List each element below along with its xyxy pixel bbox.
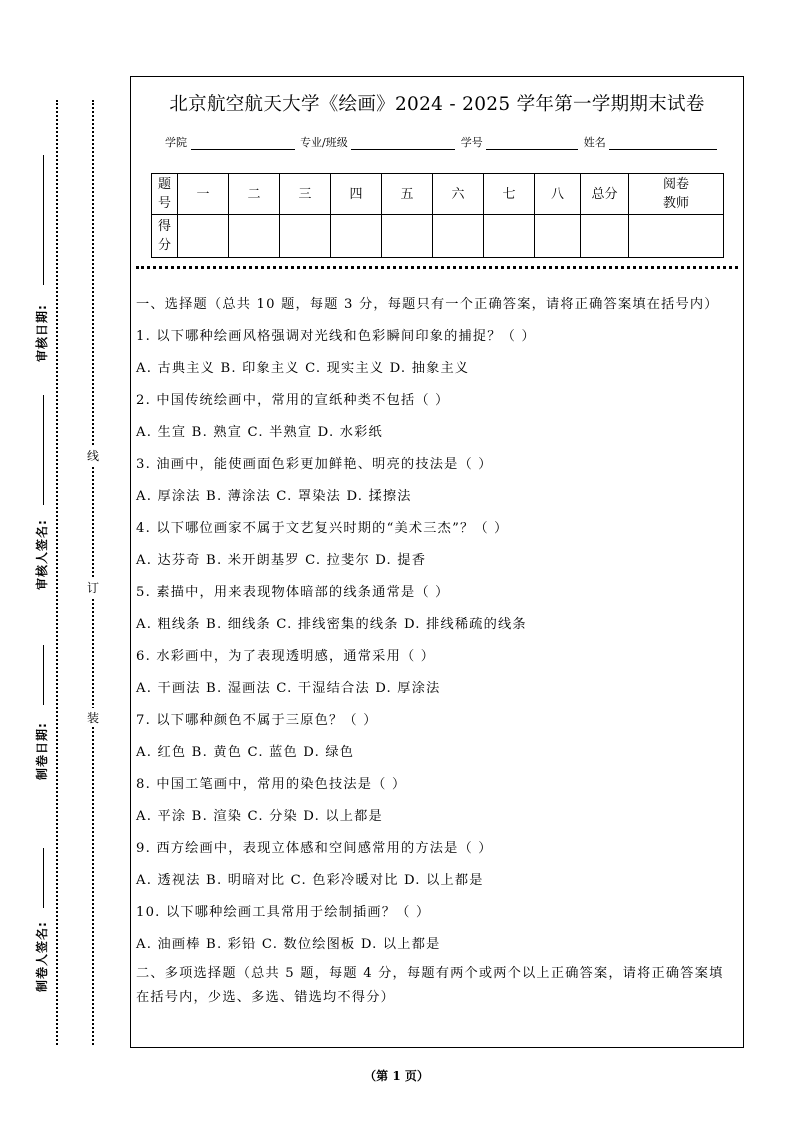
col-7: 七 xyxy=(484,174,535,215)
question-3: 3. 油画中，能使画面色彩更加鲜艳、明亮的技法是（ ） xyxy=(136,457,493,472)
field-id-label: 学号 xyxy=(460,136,483,149)
col-8: 八 xyxy=(535,174,581,215)
bind-char-ding: 订 xyxy=(87,578,99,597)
section2-title: 二、多项选择题（总共 5 题，每题 4 分，每题有两个或两个以上正确答案，请将正确答案填在括号内，少选、多选、错选均不得分） xyxy=(136,966,724,1005)
question-3-options: A. 厚涂法 B. 薄涂法 C. 罩染法 D. 揉擦法 xyxy=(136,489,412,504)
question-7-options: A. 红色 B. 黄色 C. 蓝色 D. 绿色 xyxy=(136,745,355,760)
col-total: 总分 xyxy=(581,174,629,215)
col-4: 四 xyxy=(331,174,382,215)
exam-content xyxy=(136,293,737,1010)
question-6: 6. 水彩画中，为了表现透明感，通常采用（ ） xyxy=(136,649,436,664)
field-major-input[interactable] xyxy=(351,137,455,150)
question-1-options: A. 古典主义 B. 印象主义 C. 现实主义 D. 抽象主义 xyxy=(136,361,470,376)
col-2: 二 xyxy=(229,174,280,215)
question-2: 2. 中国传统绘画中，常用的宣纸种类不包括（ ） xyxy=(136,393,450,408)
score-row-header-cell: 得 分 xyxy=(152,215,178,258)
question-10-options: A. 油画棒 B. 彩铅 C. 数位绘图板 D. 以上都是 xyxy=(136,937,441,952)
review-date-line xyxy=(43,155,44,285)
score-table-header-cell: 题 号 xyxy=(152,174,178,215)
question-9-options: A. 透视法 B. 明暗对比 C. 色彩冷暖对比 D. 以上都是 xyxy=(136,873,484,888)
question-list xyxy=(136,325,737,956)
question-5: 5. 素描中，用来表现物体暗部的线条通常是（ ） xyxy=(136,585,450,600)
maker-sign-line xyxy=(43,848,44,908)
score-cell[interactable] xyxy=(484,215,535,258)
question-10: 10. 以下哪种绘画工具常用于绘制插画？（ ） xyxy=(136,905,431,920)
score-cell[interactable] xyxy=(280,215,331,258)
score-cell[interactable] xyxy=(382,215,433,258)
bind-char-zhuang: 装 xyxy=(87,708,99,727)
make-date-line xyxy=(43,645,44,705)
score-cell[interactable] xyxy=(331,215,382,258)
score-cell-total[interactable] xyxy=(581,215,629,258)
col-3: 三 xyxy=(280,174,331,215)
exam-frame xyxy=(130,76,744,1048)
review-date-label: 审核日期: xyxy=(35,304,49,362)
make-date-label: 制卷日期: xyxy=(35,722,49,780)
field-college-label: 学院 xyxy=(165,136,187,149)
score-cell[interactable] xyxy=(433,215,484,258)
score-cell[interactable] xyxy=(229,215,280,258)
field-name-input[interactable] xyxy=(609,137,717,150)
reviewer-sign-line xyxy=(43,395,44,505)
question-8-options: A. 平涂 B. 渲染 C. 分染 D. 以上都是 xyxy=(136,809,383,824)
dotted-separator xyxy=(136,266,738,269)
question-6-options: A. 干画法 B. 湿画法 C. 干湿结合法 D. 厚涂法 xyxy=(136,681,441,696)
score-table xyxy=(151,173,724,258)
question-4-options: A. 达芬奇 B. 米开朗基罗 C. 拉斐尔 D. 提香 xyxy=(136,553,427,568)
field-name-label: 姓名 xyxy=(583,136,606,149)
reviewer-sign-label: 审核人签名: xyxy=(35,519,49,590)
question-7: 7. 以下哪种颜色不属于三原色？（ ） xyxy=(136,713,378,728)
student-info-row xyxy=(165,134,719,150)
field-college-input[interactable] xyxy=(191,137,295,150)
binding-dotted-line-inner xyxy=(92,100,94,1045)
question-9: 9. 西方绘画中，表现立体感和空间感常用的方法是（ ） xyxy=(136,841,493,856)
exam-title: 北京航空航天大学《绘画》2024 - 2025 学年第一学期期末试卷 xyxy=(169,94,705,115)
question-5-options: A. 粗线条 B. 细线条 C. 排线密集的线条 D. 排线稀疏的线条 xyxy=(136,617,527,632)
page-footer: （第 1 页） xyxy=(364,1069,429,1083)
col-6: 六 xyxy=(433,174,484,215)
col-1: 一 xyxy=(178,174,229,215)
maker-sign-label: 制卷人签名: xyxy=(35,921,49,992)
col-5: 五 xyxy=(382,174,433,215)
question-4: 4. 以下哪位画家不属于文艺复兴时期的“美术三杰”？（ ） xyxy=(136,521,509,536)
question-1: 1. 以下哪种绘画风格强调对光线和色彩瞬间印象的捕捉？（ ） xyxy=(136,329,536,344)
question-2-options: A. 生宣 B. 熟宣 C. 半熟宣 D. 水彩纸 xyxy=(136,425,383,440)
field-major-label: 专业/班级 xyxy=(300,136,348,149)
section1-title: 一、选择题（总共 10 题，每题 3 分，每题只有一个正确答案，请将正确答案填在括号内） xyxy=(136,297,719,312)
score-cell[interactable] xyxy=(178,215,229,258)
question-8: 8. 中国工笔画中，常用的染色技法是（ ） xyxy=(136,777,407,792)
field-id-input[interactable] xyxy=(486,137,578,150)
score-cell-reviewer[interactable] xyxy=(629,215,724,258)
score-cell[interactable] xyxy=(535,215,581,258)
col-reviewer: 阅卷 教师 xyxy=(629,174,724,215)
bind-char-xian: 线 xyxy=(87,446,99,465)
binding-dotted-line-outer xyxy=(56,100,58,1045)
